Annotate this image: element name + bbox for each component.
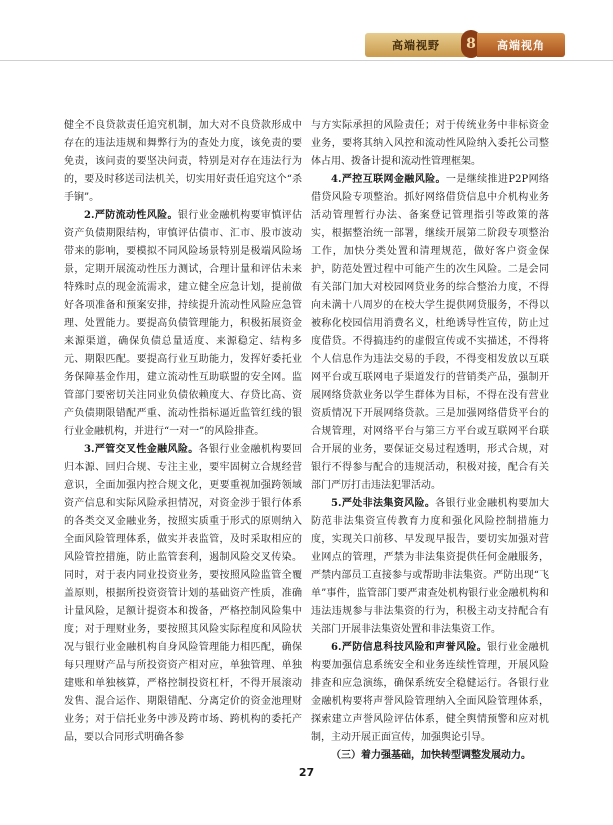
left-column bbox=[64, 117, 302, 747]
paragraph bbox=[311, 117, 549, 171]
paragraph bbox=[311, 639, 549, 747]
banner-left-label: 高端视野 bbox=[392, 39, 440, 52]
paragraph-text: 一是继续推进P2P网络借贷风险专项整治。抓好网络借贷信息中介机构业务活动管理暂行办法、备案登记管理指引等政策的落实，根据整治统一部署，继续开展第二阶段专项整治工作，加快分类处置和清理规范，做好客户资金保护，防范处置过程中可能产生的次生风险。二是会同有关部门加大对校园网贷业务的综合整治力度，不得向未满十八周岁的在校大学生提供网贷服务，不得以被称化校园信用消费名义，杜绝诱导性宣传，防止过度借贷。不得搞违约的虚假宣传或不实描述，不得将个人信息作为违法交易的手段，不得变相发放以互联网平台或互联网电子渠道发行的营销类产品，强制开展网络贷款业务以学生群体为目标，不得在没有营业资质情况下开展网络贷款。三是加强网络借贷平台的合规管理，对网络平台与第三方平台或互联网平台联合开展的业务，要保证交易过程透明，形式合规，对银行不得参与配合的违规活动，积极对接，配合有关部门严厉打击违法犯罪活动。 bbox=[311, 174, 549, 491]
paragraph-text: 健全不良贷款责任追究机制，加大对不良贷款形成中存在的违法违规和舞弊行为的查处力度，该免责的要免责，该问责的要坚决问责，特别是对存在违法行为的，要及时移送司法机关，切实用好责任追究这个“杀手锏”。 bbox=[64, 120, 302, 203]
section-heading: （三）着力强基础，加快转型调整发展动力。 bbox=[331, 750, 531, 761]
paragraph bbox=[64, 441, 302, 747]
paragraph-text: 银行业金融机构要加强信息系统安全和业务连续性管理，开展风险排查和应急演练，确保系统安全稳健运行。各银行业金融机构要将声誉风险管理纳入全面风险管理体系，探索建立声誉风险评估体系，健全舆情预警和应对机制，主动开展正面宣传，加强舆论引导。 bbox=[311, 642, 549, 743]
paragraph bbox=[311, 495, 549, 639]
banner-left-segment bbox=[365, 33, 467, 57]
paragraph-text: 各银行业金融机构要加大防范非法集资宣传教育力度和强化风险控制措施力度，实现关口前移、早发现早报告，要切实加强对营业网点的管理，严禁为非法集资提供任何金融服务，严禁内部员工直接参与或帮助非法集资。严防出现“飞单”事件，监管部门要严肃查处机构银行业金融机构和违法违规参与非法集资的行为，积极主动支持配合有关部门开展非法集资处置和非法集资工作。 bbox=[311, 498, 549, 635]
paragraph bbox=[311, 171, 549, 495]
paragraph-lead: 3.严管交叉性金融风险。 bbox=[84, 444, 199, 455]
paragraph-lead: 5.严处非法集资风险。 bbox=[331, 498, 436, 509]
right-column bbox=[311, 117, 549, 765]
paragraph-lead: 4.严控互联网金融风险。 bbox=[331, 174, 446, 185]
banner-right-segment bbox=[477, 33, 565, 57]
paragraph-text: 各银行业金融机构要回归本源、回归合规、专注主业，要牢固树立合规经营意识，全面加强内控合规文化，更要重视加强跨领域资产信息和实际风险承担情况，对资金涉于银行体系的各类交叉金融业务，按照实质重于形式的原则纳入全面风险管理体系，做实并表监管，及时采取相应的风险管控措施，防止监管套利，遏制风险交叉传染。同时，对于表内同业投资业务，要按照风险监管全覆盖原则，根据所投资资管计划的基础资产性质，准确计量风险，足额计提资本和拨备，严格控制风险集中度；对于理财业务，要按照其风险实际程度和风险状况与银行业金融机构自身风险管理能力相匹配，确保每只理财产品与所投资资产相对应，单独管理、单独建账和单独核算，严格控制投资杠杆，不得开展滚动发售、混合运作、期限错配、分离定价的资金池理财业务；对于信托业务中涉及跨市场、跨机构的委托产品，要以合同形式明确各参 bbox=[64, 444, 302, 743]
paragraph bbox=[64, 117, 302, 207]
header-rule bbox=[0, 60, 613, 61]
paragraph-lead: 2.严防流动性风险。 bbox=[84, 210, 178, 221]
banner-right-label: 高端视角 bbox=[497, 39, 545, 52]
paragraph-lead: 6.严防信息科技风险和声誉风险。 bbox=[331, 642, 488, 653]
paragraph bbox=[64, 207, 302, 441]
paragraph-text: 与方实际承担的风险责任；对于传统业务中非标资金业务，要将其纳入风控和流动性风险纳入委托公司整体占用、拨备计提和流动性管理框架。 bbox=[311, 120, 549, 167]
page-number: 27 bbox=[298, 766, 315, 779]
paragraph-text: 银行业金融机构要审慎评估资产负债期限结构，审慎评估债市、汇市、股市波动带来的影响，要模拟不同风险场景特别是极端风险场景，定期开展流动性压力测试，合理计量和评估未来特殊时点的现金流需求，建立健全应急计划，提前做好各项准备和预案安排，持续提升流动性风险应急管理、处置能力。要提高负债管理能力，积极拓展资金来源渠道，确保负债总量适度、来源稳定、结构多元、期限匹配。要提高行业互助能力，发挥好委托业务保障基金作用，建立流动性互助联盟的安全网。监管部门要密切关注同业负债依赖度大、存贷比高、资产负债期限错配严重、流动性指标逼近监管红线的银行业金融机构，并进行“一对一”的风险排查。 bbox=[64, 210, 302, 437]
banner-medallion-icon: 8 bbox=[461, 30, 481, 58]
section-banner bbox=[365, 30, 565, 60]
